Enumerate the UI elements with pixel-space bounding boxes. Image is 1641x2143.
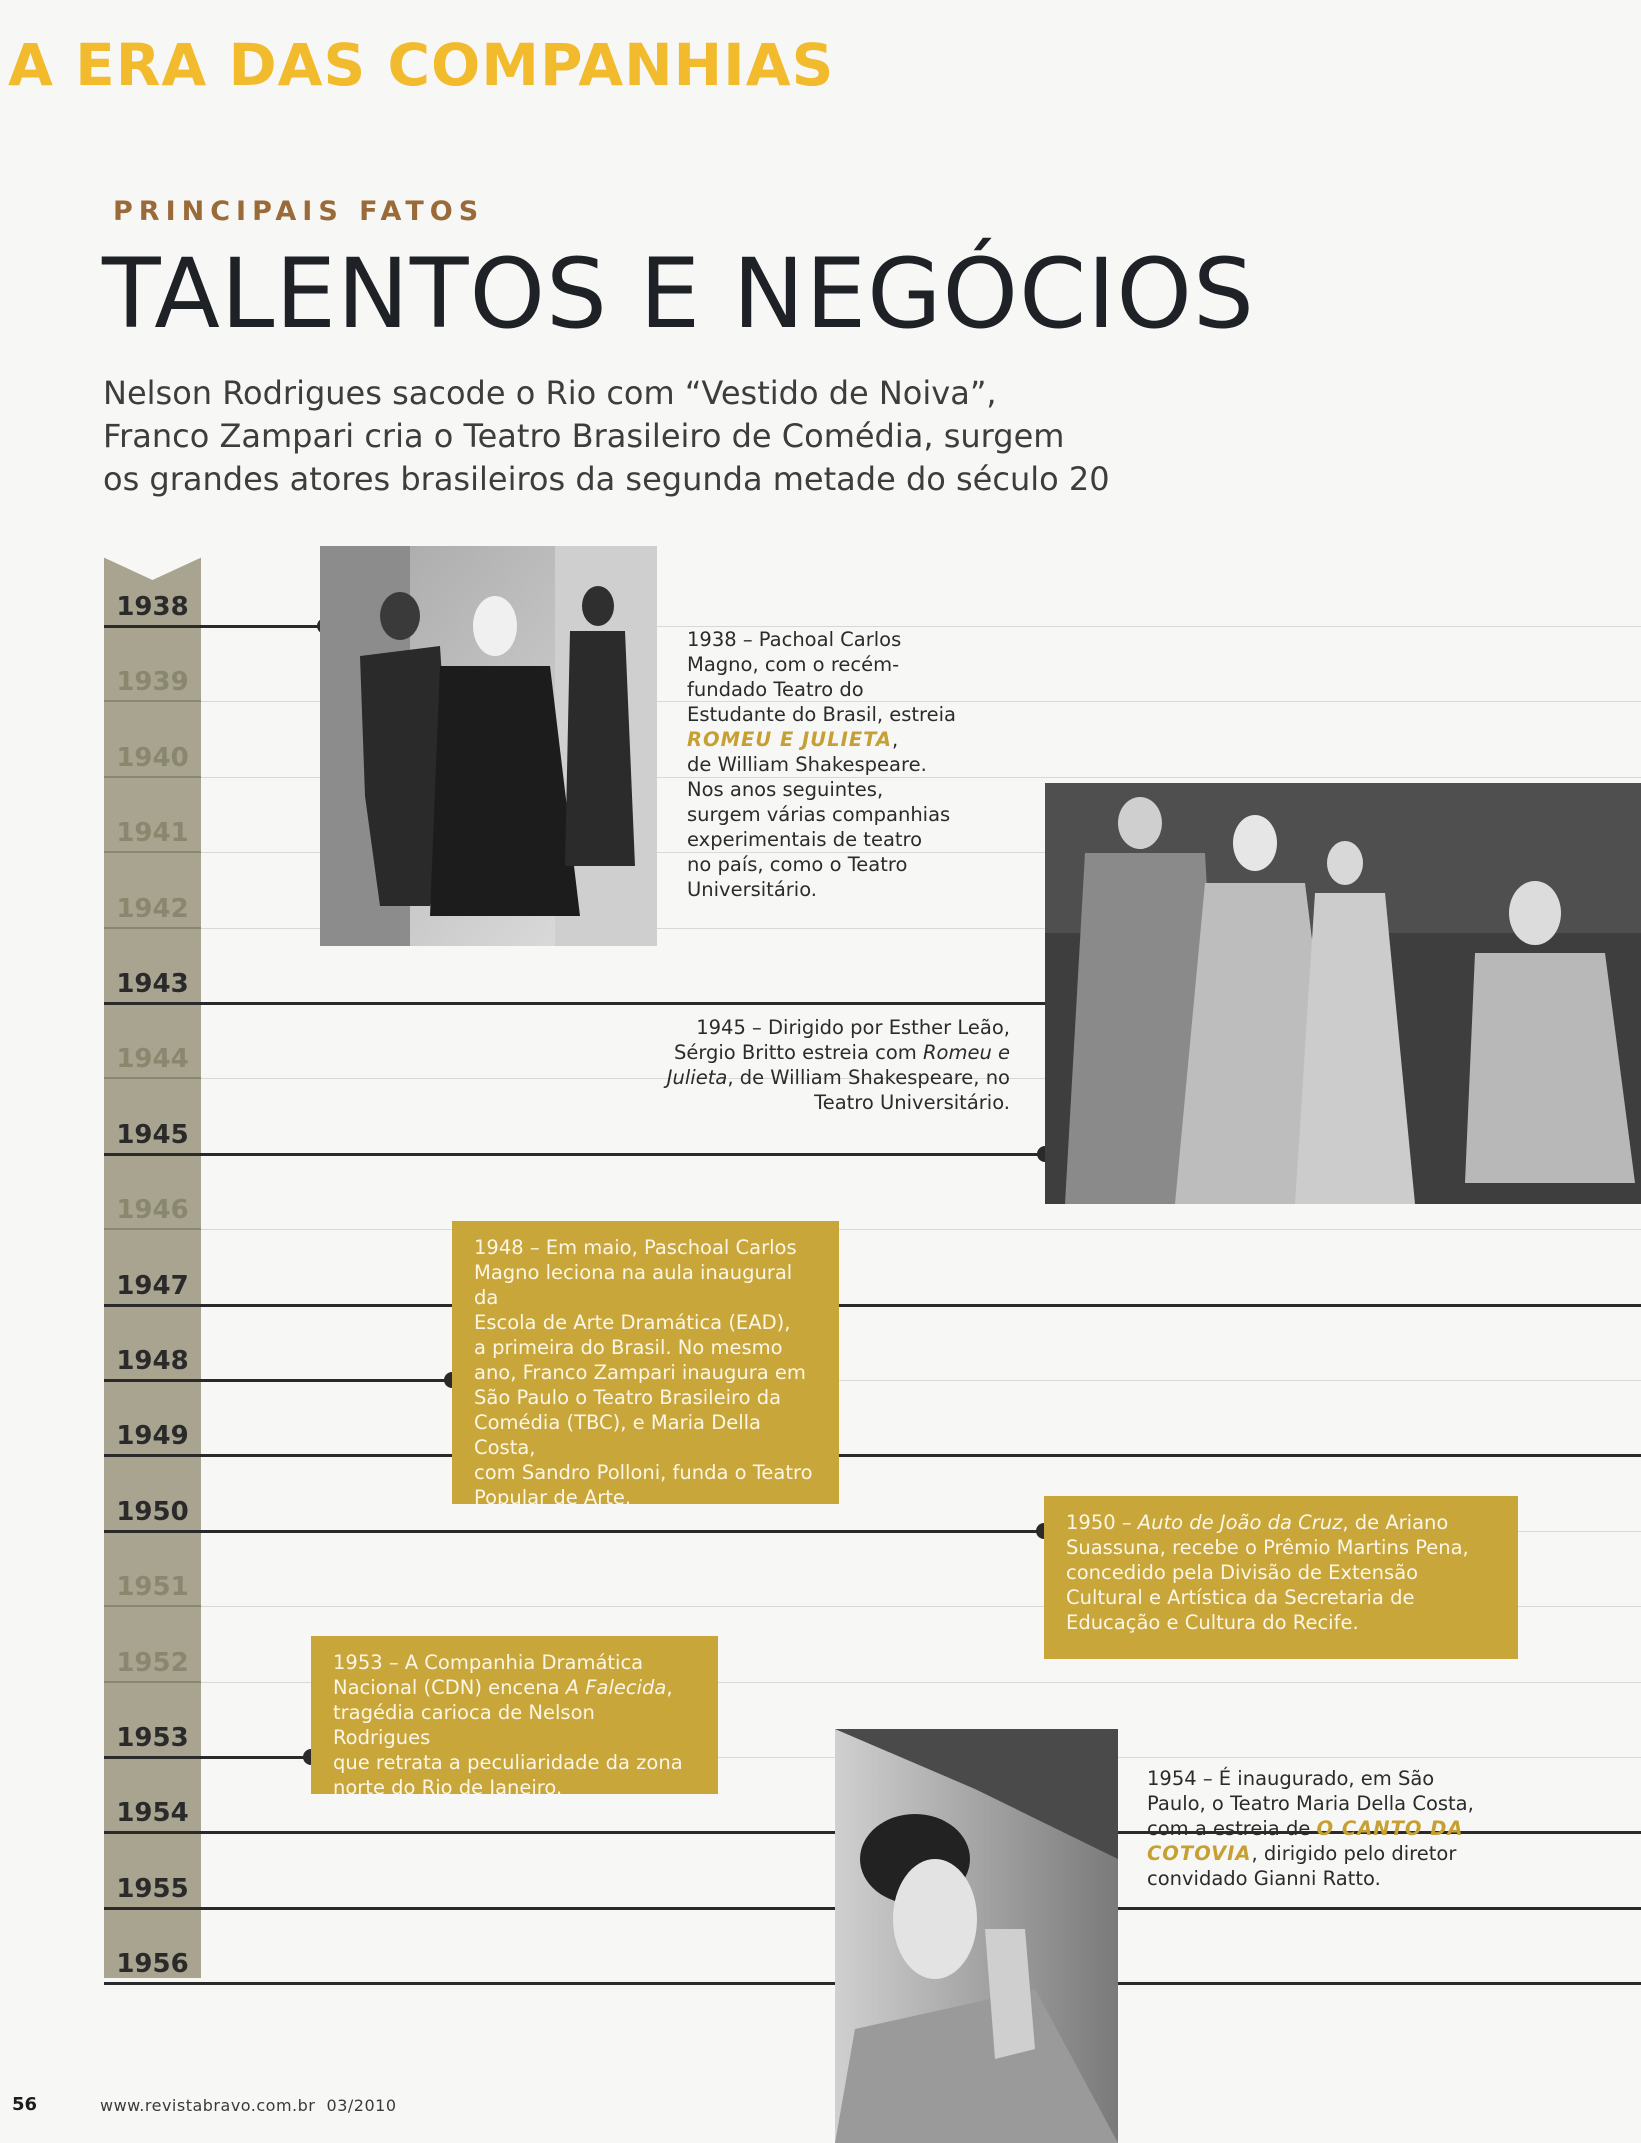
photo-1945-image: [1045, 783, 1641, 1204]
headline: TALENTOS E NEGÓCIOS: [102, 238, 1255, 350]
photo-1945-romeu-e-julieta: [1045, 783, 1641, 1204]
caption-line: [687, 727, 1017, 752]
year-tick: [104, 1681, 201, 1683]
caption-line: surgem várias companhias: [687, 803, 951, 826]
caption-line: 1954 – É inaugurado, em São: [1147, 1767, 1435, 1790]
box-line: Suassuna, recebe o Prêmio Martins Pena,: [1066, 1536, 1469, 1559]
box-line: norte do Rio de Janeiro.: [333, 1776, 563, 1799]
box-line: a primeira do Brasil. No mesmo: [474, 1336, 783, 1359]
box-line: Comédia (TBC), e Maria Della Costa,: [474, 1411, 762, 1459]
caption-1938: [687, 627, 1017, 902]
timeline-connector: [839, 1304, 1641, 1307]
year-1955: 1955: [116, 1873, 189, 1904]
caption-text: , de William Shakespeare, no: [727, 1066, 1010, 1089]
year-1939: 1939: [116, 667, 189, 698]
year-1944: 1944: [116, 1044, 189, 1075]
timeline-connector: [104, 1153, 1045, 1156]
event-box-1948: [452, 1221, 839, 1509]
title-italic: A Falecida: [565, 1676, 667, 1699]
timeline-connector: [104, 1454, 452, 1457]
box-line: tragédia carioca de Nelson Rodrigues: [333, 1701, 595, 1749]
caption-line: de William Shakespeare.: [687, 753, 927, 776]
box-line: concedido pela Divisão de Extensão: [1066, 1561, 1419, 1584]
intro-line: Franco Zampari cria o Teatro Brasileiro de Comédia, surgem: [103, 417, 1065, 455]
year-1946: 1946: [116, 1195, 189, 1226]
issue-date: 03/2010: [326, 2096, 397, 2115]
event-box-1950: [1044, 1496, 1518, 1659]
box-line: Magno leciona na aula inaugural da: [474, 1261, 793, 1309]
box-line: [1066, 1510, 1496, 1535]
photo-1938-romeu-e-julieta: [320, 546, 657, 946]
year-1956: 1956: [116, 1949, 189, 1980]
title-italic: Julieta: [666, 1066, 728, 1089]
caption-line: [1147, 1816, 1527, 1841]
year-1938: 1938: [116, 592, 189, 622]
caption-text: com a estreia de: [1147, 1817, 1317, 1840]
caption-line: Paulo, o Teatro Maria Della Costa,: [1147, 1792, 1474, 1815]
box-text: Nacional (CDN) encena: [333, 1676, 566, 1699]
year-1940: 1940: [116, 742, 189, 773]
photo-1954-maria-della-costa: [835, 1729, 1118, 2143]
timeline-connector: [104, 1831, 835, 1834]
timeline-connector: [104, 1530, 1044, 1533]
year-tick: [104, 927, 201, 929]
year-1947: 1947: [116, 1270, 189, 1301]
year-1941: 1941: [116, 818, 189, 849]
timeline-connector: [839, 1454, 1641, 1457]
caption-1954: [1147, 1766, 1527, 1891]
photo-1954-image: [835, 1729, 1118, 2143]
site-url: www.revistabravo.com.br: [100, 2096, 316, 2115]
caption-line: no país, como o Teatro: [687, 853, 908, 876]
caption-line: Estudante do Brasil, estreia: [687, 703, 957, 726]
box-line: [333, 1675, 696, 1700]
caption-line: Nos anos seguintes,: [687, 778, 884, 801]
title-highlight: ROMEU E JULIETA: [687, 728, 893, 751]
year-1953: 1953: [116, 1723, 189, 1753]
caption-line: Magno, com o recém-: [687, 653, 900, 676]
kicker: PRINCIPAIS FATOS: [113, 196, 485, 227]
year-1952: 1952: [116, 1647, 189, 1678]
box-line: São Paulo o Teatro Brasileiro da: [474, 1386, 782, 1409]
caption-line: Teatro Universitário.: [814, 1091, 1010, 1114]
caption-1945: [620, 1015, 1010, 1115]
title-highlight: O CANTO DA: [1316, 1817, 1464, 1840]
section-title: A ERA DAS COMPANHIAS: [8, 31, 835, 99]
caption-line: Universitário.: [687, 878, 817, 901]
caption-line: experimentais de teatro: [687, 828, 923, 851]
year-tick: [104, 851, 201, 853]
title-highlight: COTOVIA: [1147, 1842, 1252, 1865]
year-1954: 1954: [116, 1798, 189, 1829]
caption-line: 1945 – Dirigido por Esther Leão,: [696, 1016, 1010, 1039]
box-line: 1948 – Em maio, Paschoal Carlos: [474, 1236, 797, 1259]
page-number: 56: [12, 2094, 38, 2115]
title-italic: Romeu e: [922, 1041, 1010, 1064]
timeline-connector: [104, 1379, 452, 1382]
timeline-connector: [104, 1982, 835, 1985]
box-line: Popular de Arte.: [474, 1486, 632, 1509]
event-box-1953: [311, 1636, 718, 1799]
box-line: Cultural e Artística da Secretaria de: [1066, 1586, 1415, 1609]
footer-credit: [100, 2096, 397, 2115]
timeline-connector: [104, 1907, 835, 1910]
intro-line: os grandes atores brasileiros da segunda metade do século 20: [103, 460, 1110, 498]
caption-line: [620, 1065, 1010, 1090]
title-italic: Auto de João da Cruz: [1137, 1511, 1343, 1534]
box-line: 1953 – A Companhia Dramática: [333, 1651, 644, 1674]
intro-paragraph: [103, 372, 1163, 501]
intro-line: Nelson Rodrigues sacode o Rio com “Vestido de Noiva”,: [103, 374, 997, 412]
year-1945: 1945: [116, 1119, 189, 1150]
year-tick: [104, 1605, 201, 1607]
timeline-connector: [1118, 1982, 1641, 1985]
box-text: 1950 –: [1066, 1511, 1138, 1534]
box-line: que retrata a peculiaridade da zona: [333, 1751, 683, 1774]
caption-text: , dirigido pelo diretor: [1251, 1842, 1457, 1865]
year-1948: 1948: [116, 1346, 189, 1376]
year-1943: 1943: [116, 969, 189, 999]
timeline-connector: [1118, 1907, 1641, 1910]
caption-line: [620, 1040, 1010, 1065]
grid-line: [201, 1229, 1641, 1230]
timeline-connector: [104, 1304, 452, 1307]
year-tick: [104, 1077, 201, 1079]
year-1949: 1949: [116, 1421, 189, 1452]
caption-text: Sérgio Britto estreia com: [673, 1041, 923, 1064]
year-tick: [104, 776, 201, 778]
caption-text: ,: [892, 728, 899, 751]
photo-1938-image: [320, 546, 657, 946]
caption-line: convidado Gianni Ratto.: [1147, 1867, 1381, 1890]
year-1951: 1951: [116, 1572, 189, 1603]
year-tick: [104, 700, 201, 702]
year-1942: 1942: [116, 893, 189, 924]
box-line: Educação e Cultura do Recife.: [1066, 1611, 1359, 1634]
year-1950: 1950: [116, 1496, 189, 1527]
year-tick: [104, 1228, 201, 1230]
timeline-connector: [104, 1002, 1045, 1005]
caption-line: [1147, 1841, 1527, 1866]
timeline-connector: [104, 1756, 311, 1759]
box-text: ,: [666, 1676, 673, 1699]
timeline-connector: [104, 625, 325, 628]
box-text: , de Ariano: [1342, 1511, 1449, 1534]
caption-line: fundado Teatro do: [687, 678, 864, 701]
box-line: com Sandro Polloni, funda o Teatro: [474, 1461, 813, 1484]
box-line: Escola de Arte Dramática (EAD),: [474, 1311, 791, 1334]
box-line: ano, Franco Zampari inaugura em: [474, 1361, 806, 1384]
caption-line: 1938 – Pachoal Carlos: [687, 628, 902, 651]
